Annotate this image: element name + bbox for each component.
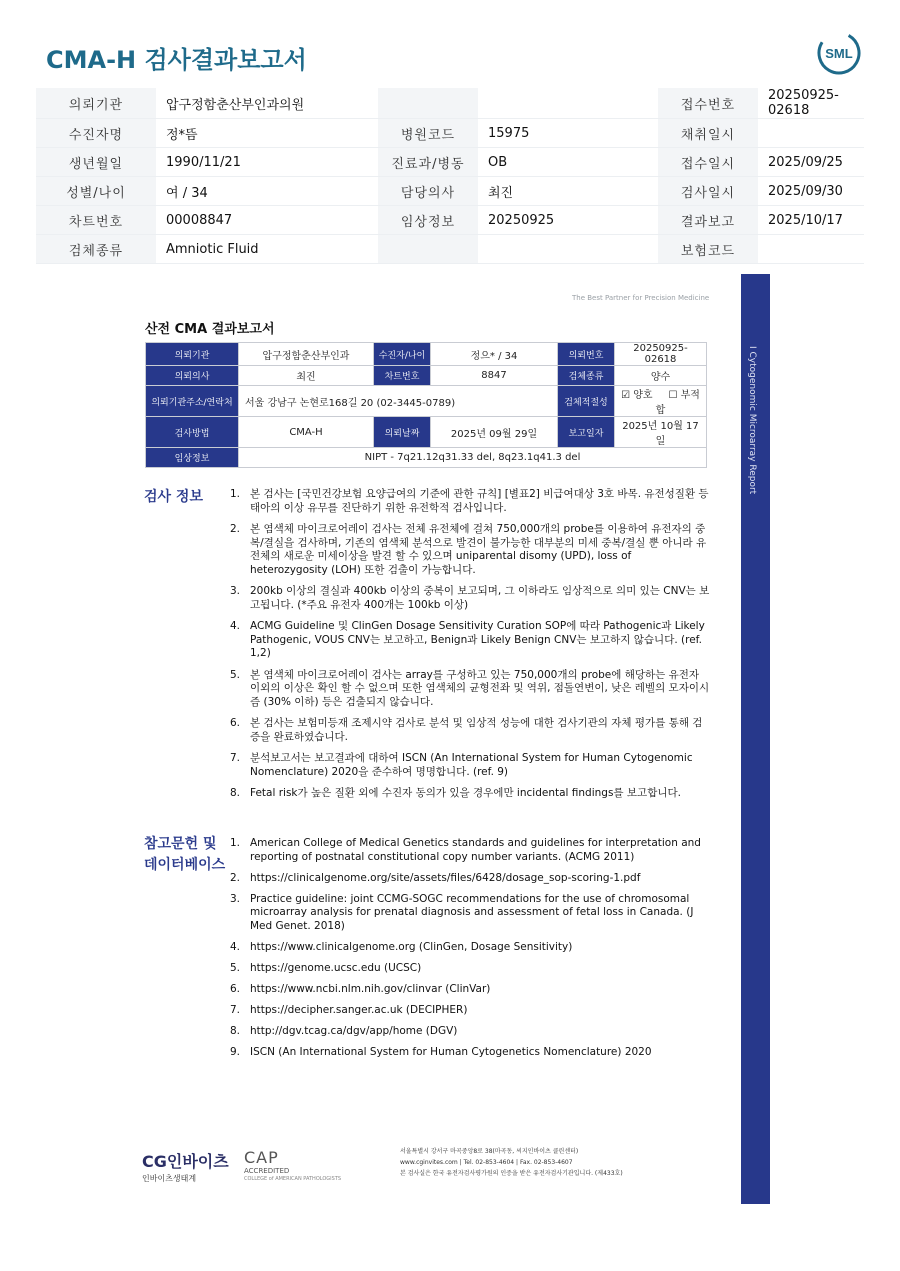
cap-accredited-text: ACCREDITED — [244, 1167, 290, 1175]
inner-header-cell: 의뢰번호 — [558, 343, 615, 366]
inner-value-cell: 8847 — [431, 366, 558, 386]
refs-label-line: 참고문헌 및 — [144, 836, 217, 852]
footer-contact-line: www.cginvites.com | Tel. 02-853-4604 | Fax. 02-853-4607 — [400, 1159, 573, 1166]
patient-header-table — [36, 88, 864, 264]
inner-value-cell: 2025년 10월 17일 — [615, 417, 707, 448]
header-value: 2025/09/30 — [758, 177, 864, 206]
inner-header-cell: 검체종류 — [558, 366, 615, 386]
info-list-item — [230, 488, 710, 515]
inner-value-cell: 20250925-02618 — [615, 343, 707, 366]
inner-header-cell: 수진자/나이 — [374, 343, 431, 366]
inner-row — [146, 366, 707, 386]
header-label: 보험코드 — [658, 235, 758, 264]
clinical-info-cell: NIPT - 7q21.12q31.33 del, 8q23.1q41.3 del — [239, 448, 707, 468]
list-text: American College of Medical Genetics standards and guidelines for interpretation and reporting of postnatal constitutional copy number variants. (ACMG 2011) — [250, 837, 701, 863]
inner-value-cell: 정으* / 34 — [431, 343, 558, 366]
reference-item — [230, 1025, 710, 1039]
list-number: 8. — [230, 1024, 241, 1037]
list-number: 7. — [230, 752, 241, 764]
list-text: https://www.ncbi.nlm.nih.gov/clinvar (ClinVar) — [250, 982, 491, 995]
refs-list — [230, 837, 710, 1067]
header-label: 생년월일 — [36, 148, 156, 177]
header-value — [758, 235, 864, 264]
reference-item — [230, 872, 710, 886]
header-value: Amniotic Fluid — [156, 235, 378, 264]
info-list-item — [230, 669, 710, 710]
inner-value-cell: 양수 — [615, 366, 707, 386]
footer-address: 서울특별시 강서구 마곡중앙8로 38(마곡동, 씨지인바이츠 클린센터) — [400, 1148, 579, 1155]
list-text: 본 검사는 [국민건강보험 요양급여의 기준에 관한 규칙] [별표2] 비급여대상 3호 바목. 유전성질환 등 태아의 이상 유무를 진단하기 위한 유전학적 검사입니다. — [250, 488, 709, 514]
header-value: 여 / 34 — [156, 177, 378, 206]
header-label: 의뢰기관 — [36, 88, 156, 119]
sml-logo-text: SML — [825, 46, 853, 61]
inner-value-cell: 압구정함춘산부인과 — [239, 343, 374, 366]
list-text: https://www.clinicalgenome.org (ClinGen, Dosage Sensitivity) — [250, 940, 573, 953]
report-title: CMA-H 검사결과보고서 — [46, 46, 307, 74]
header-value: 2025/10/17 — [758, 206, 864, 235]
header-label: 접수일시 — [658, 148, 758, 177]
inner-row — [146, 417, 707, 448]
inner-value-cell: 2025년 09월 29일 — [431, 417, 558, 448]
list-number: 1. — [230, 837, 241, 849]
header-value: 정*뜸 — [156, 119, 378, 148]
inner-header-cell: 의뢰의사 — [146, 366, 239, 386]
reference-item — [230, 941, 710, 955]
header-row — [36, 148, 864, 177]
list-number: 2. — [230, 523, 241, 535]
header-label: 진료과/병동 — [378, 148, 478, 177]
info-section-label: 검사 정보 — [144, 489, 203, 505]
list-text: Practice guideline: joint CCMG-SOGC recommendations for the use of chromosomal microarray analysis for prenatal diagnosis and assessment of fetal loss in Canada. (J Med Genet. 2018) — [250, 892, 694, 932]
header-value: 20250925 — [478, 206, 658, 235]
list-text: https://clinicalgenome.org/site/assets/files/6428/dosage_sop-scoring-1.pdf — [250, 871, 641, 884]
inner-row — [146, 448, 707, 468]
inner-value-cell: CMA-H — [239, 417, 374, 448]
company-sub: 인바이츠생태계 — [142, 1174, 197, 1183]
inner-header-cell: 의뢰기관주소/연락처 — [146, 386, 239, 417]
info-list-item — [230, 523, 710, 577]
list-text: ACMG Guideline 및 ClinGen Dosage Sensitivity Curation SOP에 따라 Pathogenic과 Likely Pathogenic, VOUS CNV는 보고하고, Benign과 Likely Benign CNV는 보고하지 않습니다. (ref. 1,2) — [250, 620, 705, 659]
sml-logo — [816, 30, 862, 76]
inner-value-cell: 최진 — [239, 366, 374, 386]
header-row — [36, 119, 864, 148]
header-label: 수진자명 — [36, 119, 156, 148]
list-number: 2. — [230, 871, 241, 884]
inner-info-table — [145, 342, 707, 468]
reference-item — [230, 893, 710, 934]
refs-label-line: 데이터베이스 — [144, 857, 226, 873]
inner-header-cell: 의뢰날짜 — [374, 417, 431, 448]
list-text: 200kb 이상의 결실과 400kb 이상의 중복이 보고되며, 그 이하라도 임상적으로 의미 있는 CNV는 보고됩니다. (*주요 유전자 400개는 100kb 이상) — [250, 585, 710, 611]
reference-item — [230, 1004, 710, 1018]
refs-section-label — [144, 834, 225, 876]
header-label: 검사일시 — [658, 177, 758, 206]
header-value: OB — [478, 148, 658, 177]
header-label — [378, 235, 478, 264]
header-value: 00008847 — [156, 206, 378, 235]
header-value: 15975 — [478, 119, 658, 148]
header-value: 2025/09/25 — [758, 148, 864, 177]
list-text: http://dgv.tcag.ca/dgv/app/home (DGV) — [250, 1024, 458, 1037]
tagline: The Best Partner for Precision Medicine — [572, 294, 710, 302]
list-number: 3. — [230, 892, 241, 905]
list-number: 9. — [230, 1045, 241, 1058]
company-name: CG인바이츠 — [142, 1152, 229, 1171]
inner-header-cell: 보고일자 — [558, 417, 615, 448]
list-number: 8. — [230, 787, 241, 799]
inner-address-cell: 서울 강남구 논현로168길 20 (02-3445-0789) — [239, 386, 558, 417]
list-text: https://decipher.sanger.ac.uk (DECIPHER) — [250, 1003, 468, 1016]
header-label: 차트번호 — [36, 206, 156, 235]
list-number: 4. — [230, 940, 241, 953]
list-text: Fetal risk가 높은 질환 외에 수진자 동의가 있을 경우에만 incidental findings를 보고합니다. — [250, 787, 681, 799]
list-number: 7. — [230, 1003, 241, 1016]
header-value: 1990/11/21 — [156, 148, 378, 177]
header-label: 임상정보 — [378, 206, 478, 235]
header-row — [36, 88, 864, 119]
info-list-item — [230, 717, 710, 744]
header-label: 접수번호 — [658, 88, 758, 119]
list-number: 1. — [230, 488, 241, 500]
reference-item — [230, 983, 710, 997]
list-number: 6. — [230, 717, 241, 729]
specimen-adequacy-cell — [615, 386, 707, 417]
header-label: 병원코드 — [378, 119, 478, 148]
list-text: ISCN (An International System for Human Cytogenetics Nomenclature) 2020 — [250, 1045, 652, 1058]
header-label: 채취일시 — [658, 119, 758, 148]
adequacy-bad-checkbox: ☐ — [668, 390, 681, 401]
footer-cert: 본 검사실은 한국 유전자검사평가원의 인증을 받은 유전자검사기관입니다. (제433호) — [400, 1170, 623, 1177]
info-list-item — [230, 620, 710, 661]
reference-item — [230, 1046, 710, 1060]
cap-sub-text: COLLEGE of AMERICAN PATHOLOGISTS — [244, 1176, 342, 1182]
list-text: 본 검사는 보험미등재 조제시약 검사로 분석 및 임상적 성능에 대한 검사기관의 자체 평가를 통해 검증을 완료하였습니다. — [250, 717, 703, 743]
list-text: https://genome.ucsc.edu (UCSC) — [250, 961, 422, 974]
header-label: 담당의사 — [378, 177, 478, 206]
header-label: 성별/나이 — [36, 177, 156, 206]
inner-row — [146, 386, 707, 417]
cap-logo-text: CAP — [244, 1148, 279, 1167]
info-list-item — [230, 787, 710, 801]
list-text: 분석보고서는 보고결과에 대하여 ISCN (An International System for Human Cytogenomic Nomenclature) 2020을 준수하여 명명합니다. (ref. 9) — [250, 752, 693, 778]
list-number: 3. — [230, 585, 241, 597]
inner-header-cell: 임상정보 — [146, 448, 239, 468]
header-value — [478, 88, 658, 119]
reference-item — [230, 962, 710, 976]
info-list-item — [230, 585, 710, 612]
side-band-text: I Cytogenomic Microarray Report — [747, 346, 757, 495]
footer-contact — [400, 1146, 623, 1179]
info-list-item — [230, 752, 710, 779]
list-number: 5. — [230, 961, 241, 974]
inner-header-cell: 차트번호 — [374, 366, 431, 386]
inner-header-cell: 검사방법 — [146, 417, 239, 448]
inner-report-title: 산전 CMA 결과보고서 — [145, 322, 275, 337]
inner-header-cell: 의뢰기관 — [146, 343, 239, 366]
header-label: 검체종류 — [36, 235, 156, 264]
header-row — [36, 206, 864, 235]
list-number: 6. — [230, 982, 241, 995]
reference-item — [230, 837, 710, 864]
header-label — [378, 88, 478, 119]
header-value: 20250925-02618 — [758, 88, 864, 119]
cap-accredited-logo — [244, 1148, 341, 1182]
header-value — [478, 235, 658, 264]
inner-row — [146, 343, 707, 366]
header-value: 최진 — [478, 177, 658, 206]
adequacy-good-checkbox: ☑ — [621, 390, 634, 401]
info-list — [230, 488, 710, 809]
adequacy-bad-label: 부적합 — [655, 390, 700, 416]
list-number: 5. — [230, 668, 241, 681]
adequacy-good-label: 양호 — [633, 390, 653, 401]
company-logo — [142, 1149, 229, 1184]
list-number: 4. — [230, 620, 241, 632]
list-text: 본 염색체 마이크로어레이 검사는 array를 구성하고 있는 750,000개의 probe에 해당하는 유전자 이외의 이상은 확인 할 수 없으며 또한 염색체의 균형전좌 및 역위, 점돌연변이, 낮은 레벨의 모자이시즘 (30% 이하) 등은 검출되지 않습니다. — [250, 668, 710, 708]
header-value: 압구정함춘산부인과의원 — [156, 88, 378, 119]
list-text: 본 염색체 마이크로어레이 검사는 전체 유전체에 걸쳐 750,000개의 probe를 이용하여 유전자의 중복/결실을 검사하며, 기존의 염색체 분석으로 발견이 불가능한 대부분의 미세 중복/결실 뿐 아니라 유전체의 새로운 미세이상을 발견 할 수 있으며 uniparental disomy (UPD), loss of heterozygosity (LOH) 또한 검출이 가능합니다. — [250, 523, 707, 576]
header-row — [36, 177, 864, 206]
header-value — [758, 119, 864, 148]
header-row — [36, 235, 864, 264]
header-label: 결과보고 — [658, 206, 758, 235]
inner-header-cell: 검체적절성 — [558, 386, 615, 417]
